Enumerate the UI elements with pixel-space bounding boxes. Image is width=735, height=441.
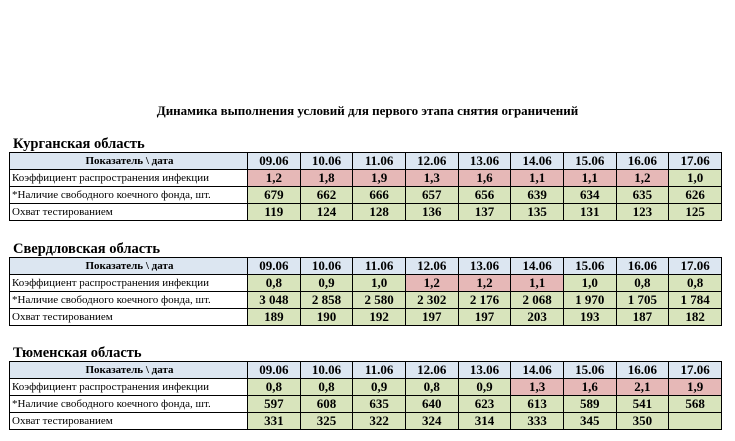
value-cell: 2 068 [511, 292, 564, 309]
value-cell: 0,8 [300, 379, 353, 396]
value-cell: 197 [405, 309, 458, 326]
date-header-cell: 16.06 [616, 258, 669, 275]
value-cell: 1 705 [616, 292, 669, 309]
beds-row [10, 396, 722, 413]
date-header-cell: 10.06 [300, 362, 353, 379]
value-cell: 666 [353, 187, 406, 204]
tests-row [10, 413, 722, 430]
value-cell: 333 [511, 413, 564, 430]
header-label-cell: Показатель \ дата [10, 258, 248, 275]
tests-row [10, 309, 722, 326]
value-cell: 1 784 [669, 292, 722, 309]
value-cell: 1,0 [563, 275, 616, 292]
value-cell: 1,2 [248, 170, 301, 187]
value-cell: 137 [458, 204, 511, 221]
value-cell: 1,2 [405, 275, 458, 292]
value-cell: 1,0 [669, 170, 722, 187]
date-header-cell: 14.06 [511, 258, 564, 275]
value-cell: 128 [353, 204, 406, 221]
row-label-cell: *Наличие свободного коечного фонда, шт. [10, 396, 248, 413]
value-cell: 0,9 [458, 379, 511, 396]
value-cell: 124 [300, 204, 353, 221]
date-header-cell: 14.06 [511, 362, 564, 379]
value-cell: 1,0 [353, 275, 406, 292]
value-cell: 635 [353, 396, 406, 413]
value-cell: 662 [300, 187, 353, 204]
header-label-cell: Показатель \ дата [10, 362, 248, 379]
value-cell [669, 413, 722, 430]
region-title-tyumen: Тюменская область [13, 345, 142, 361]
value-cell: 568 [669, 396, 722, 413]
value-cell: 322 [353, 413, 406, 430]
value-cell: 203 [511, 309, 564, 326]
value-cell: 345 [563, 413, 616, 430]
date-header-cell: 09.06 [248, 153, 301, 170]
row-label-cell: Коэффициент распространения инфекции [10, 275, 248, 292]
region-title-sverdlovsk: Свердловская область [13, 241, 161, 257]
value-cell: 1,3 [405, 170, 458, 187]
value-cell: 635 [616, 187, 669, 204]
value-cell: 182 [669, 309, 722, 326]
value-cell: 125 [669, 204, 722, 221]
value-cell: 0,8 [669, 275, 722, 292]
date-header-cell: 12.06 [405, 153, 458, 170]
value-cell: 135 [511, 204, 564, 221]
date-header-cell: 16.06 [616, 362, 669, 379]
value-cell: 626 [669, 187, 722, 204]
date-header-cell: 13.06 [458, 362, 511, 379]
date-header-cell: 13.06 [458, 153, 511, 170]
row-label-cell: Коэффициент распространения инфекции [10, 170, 248, 187]
date-header-cell: 15.06 [563, 153, 616, 170]
value-cell: 190 [300, 309, 353, 326]
value-cell: 0,9 [300, 275, 353, 292]
region-table-kurgan [9, 152, 722, 221]
row-label-cell: Охват тестированием [10, 204, 248, 221]
value-cell: 193 [563, 309, 616, 326]
r-row [10, 170, 722, 187]
value-cell: 0,8 [616, 275, 669, 292]
value-cell: 1,9 [353, 170, 406, 187]
row-label-cell: *Наличие свободного коечного фонда, шт. [10, 187, 248, 204]
value-cell: 3 048 [248, 292, 301, 309]
date-header-cell: 17.06 [669, 258, 722, 275]
value-cell: 0,8 [248, 275, 301, 292]
value-cell: 2 580 [353, 292, 406, 309]
value-cell: 656 [458, 187, 511, 204]
value-cell: 639 [511, 187, 564, 204]
date-header-cell: 13.06 [458, 258, 511, 275]
date-header-cell: 09.06 [248, 362, 301, 379]
row-label-cell: Охват тестированием [10, 413, 248, 430]
value-cell: 0,8 [248, 379, 301, 396]
value-cell: 131 [563, 204, 616, 221]
value-cell: 123 [616, 204, 669, 221]
tests-row [10, 204, 722, 221]
value-cell: 189 [248, 309, 301, 326]
beds-row [10, 292, 722, 309]
value-cell: 192 [353, 309, 406, 326]
region-table-sverdlovsk [9, 257, 722, 326]
value-cell: 314 [458, 413, 511, 430]
value-cell: 589 [563, 396, 616, 413]
date-header-cell: 11.06 [353, 362, 406, 379]
value-cell: 1,1 [563, 170, 616, 187]
date-header-cell: 15.06 [563, 362, 616, 379]
date-header-cell: 11.06 [353, 258, 406, 275]
value-cell: 1,3 [511, 379, 564, 396]
value-cell: 1,6 [563, 379, 616, 396]
row-label-cell: *Наличие свободного коечного фонда, шт. [10, 292, 248, 309]
value-cell: 1,6 [458, 170, 511, 187]
value-cell: 1,1 [511, 275, 564, 292]
value-cell: 613 [511, 396, 564, 413]
region-title-kurgan: Курганская область [13, 136, 145, 152]
date-header-cell: 09.06 [248, 258, 301, 275]
date-header-cell: 12.06 [405, 362, 458, 379]
date-header-cell: 16.06 [616, 153, 669, 170]
value-cell: 119 [248, 204, 301, 221]
value-cell: 1,2 [458, 275, 511, 292]
date-header-cell: 17.06 [669, 362, 722, 379]
header-row [10, 153, 722, 170]
value-cell: 197 [458, 309, 511, 326]
row-label-cell: Коэффициент распространения инфекции [10, 379, 248, 396]
value-cell: 1,9 [669, 379, 722, 396]
date-header-cell: 17.06 [669, 153, 722, 170]
value-cell: 2,1 [616, 379, 669, 396]
header-row [10, 362, 722, 379]
value-cell: 324 [405, 413, 458, 430]
value-cell: 640 [405, 396, 458, 413]
region-table-tyumen [9, 361, 722, 430]
date-header-cell: 10.06 [300, 153, 353, 170]
r-row [10, 379, 722, 396]
value-cell: 325 [300, 413, 353, 430]
header-label-cell: Показатель \ дата [10, 153, 248, 170]
value-cell: 1,1 [511, 170, 564, 187]
value-cell: 136 [405, 204, 458, 221]
date-header-cell: 12.06 [405, 258, 458, 275]
value-cell: 331 [248, 413, 301, 430]
value-cell: 657 [405, 187, 458, 204]
value-cell: 608 [300, 396, 353, 413]
value-cell: 623 [458, 396, 511, 413]
value-cell: 2 302 [405, 292, 458, 309]
beds-row [10, 187, 722, 204]
value-cell: 2 176 [458, 292, 511, 309]
date-header-cell: 14.06 [511, 153, 564, 170]
value-cell: 1,8 [300, 170, 353, 187]
r-row [10, 275, 722, 292]
value-cell: 541 [616, 396, 669, 413]
value-cell: 634 [563, 187, 616, 204]
value-cell: 597 [248, 396, 301, 413]
value-cell: 1 970 [563, 292, 616, 309]
value-cell: 0,8 [405, 379, 458, 396]
value-cell: 0,9 [353, 379, 406, 396]
date-header-cell: 15.06 [563, 258, 616, 275]
header-row [10, 258, 722, 275]
value-cell: 679 [248, 187, 301, 204]
value-cell: 187 [616, 309, 669, 326]
row-label-cell: Охват тестированием [10, 309, 248, 326]
value-cell: 1,2 [616, 170, 669, 187]
page-title: Динамика выполнения условий для первого этапа снятия ограничений [156, 103, 579, 118]
value-cell: 2 858 [300, 292, 353, 309]
value-cell: 350 [616, 413, 669, 430]
date-header-cell: 11.06 [353, 153, 406, 170]
date-header-cell: 10.06 [300, 258, 353, 275]
